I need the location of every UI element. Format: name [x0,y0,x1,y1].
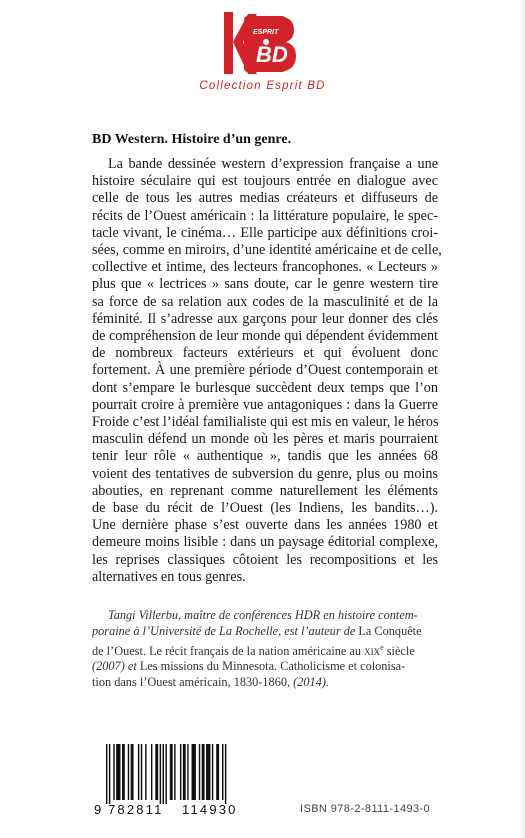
blurb-line: fortement. À une première période d’Ouest contemporain et [92,362,438,379]
barcode-bar [122,744,125,800]
blurb-line: voient des tentatives de subversion du genre, plus ou moins [92,465,438,482]
barcode-bar [222,744,223,800]
barcode-bar [192,744,196,800]
author-line [92,659,438,675]
blurb-line: pourrait croire à première vue antagoniques : dans la Guerre [92,396,438,413]
barcode [94,744,266,820]
blurb-line: tacle vivant, le cinéma… Elle participe aux définitions croi- [92,224,438,241]
barcode-bar [106,744,107,804]
author-segment: et [127,659,140,674]
barcode-bar [187,744,188,800]
esprit-bd-logo [222,12,298,76]
barcode-bar [170,744,173,800]
barcode-bar [202,744,205,800]
blurb-line: Froide c’est l’idéal familialiste qui est mis en valeur, le héros [92,414,439,431]
isbn-number: ISBN 978-2-8111-1493-0 [300,803,431,815]
barcode-bar [199,744,200,800]
barcode-bar [131,744,134,800]
author-line [92,608,438,624]
blurb-line: de nombreux facteurs extérieurs et qui évoluent donc [92,345,438,362]
author-bio [92,608,438,691]
blurb-line: histoire séculaire qui est toujours entrée en dialogue avec [92,173,438,190]
logo-main-text: BD [256,42,288,67]
blurb-line: dont s’empare le burlesque succèdent deux temps que l’on [92,379,438,396]
barcode-bar [141,744,142,800]
barcode-digits-left: 782811 [108,802,164,817]
author-segment: de l’Ouest. Le récit français de la nation américaine au [92,643,365,658]
barcode-digit-prefix: 9 [94,802,104,817]
author-segment: tion dans l’Ouest américain, 1830-1860, [92,675,294,690]
barcode-bar [212,744,213,800]
blurb-line: sa force de sa relation aux codes de la masculinité et de la [92,293,438,310]
barcode-bar [128,744,129,800]
kbd-logo-icon [222,12,298,76]
author-segment: (2007) [92,659,128,674]
logo-small-text: ESPRIT [253,29,279,36]
barcode-bar [151,744,152,800]
page-edge [519,0,525,838]
blurb-line: récits de l’Ouest américain : la littérature populaire, le spec- [92,207,438,224]
blurb-line: Une dernière phase s’est ouverte dans les années 1980 et [92,517,438,534]
barcode-bar [145,744,146,800]
blurb-line: alternatives en tous genres. [92,568,246,585]
blurb-line: féminité. Il s’adresse aux garçons pour leur donner des clés [92,310,438,327]
barcode-bar [163,744,164,804]
author-segment: La Conquête [358,623,422,638]
author-segment: e [380,642,384,652]
blurb-line: La bande dessinée western d’expression française a une [108,156,438,172]
barcode-bar [174,744,175,800]
author-line [92,624,438,640]
blurb-line: tenir leur rôle « authentique », tandis que les années 68 [92,448,438,465]
barcode-digits-right: 114930 [182,802,238,817]
author-segment: Tangi Villerbu, maître de conférences HDR en histoire contem- [108,608,418,622]
author-line [92,675,438,691]
blurb-line: demeure moins lisible : dans un paysage éditorial complexe, [92,534,438,551]
author-segment: poraine à l’Université de La Rochelle, est l’auteur de [92,623,359,638]
blurb-line: plus que « lectrices » sans doute, car le genre western tire [92,276,438,293]
blurb-line: celle de tous les autres medias créateurs et diffuseurs de [92,190,438,207]
blurb-line: de compréhension de leur monde qui dépendent évidemment [92,328,438,345]
barcode-bar [165,744,166,804]
blurb-line: masculin défend un monde où les pères et maris pourraient [92,431,438,448]
author-segment: xix [364,643,381,658]
barcode-bar [160,744,161,804]
author-line [92,640,438,660]
barcode-bar [138,744,139,800]
blurb-line: les reprises classiques côtoient les recompositions et les [92,551,438,568]
barcode-bar [113,744,114,800]
barcode-bar [206,744,210,800]
barcode-bar [116,744,120,800]
barcode-bar [180,744,181,800]
author-segment: Les missions du Minnesota. Catholicisme et colonisa- [139,659,406,674]
blurb-line: de base du récit de l’Ouest (les Indiens, les bandits…). [92,500,438,517]
barcode-bar [216,744,219,800]
blurb-line: abouties, en reprenant comme naturellement les éléments [92,482,438,499]
barcode-bar [225,744,226,804]
author-segment: (2014). [293,675,330,690]
author-segment: siècle [383,643,415,658]
barcode-bars [94,744,266,804]
barcode-bar [109,744,110,804]
collection-label: Collection Esprit BD [199,80,326,92]
blurb-line: collective et intime, des lecteurs francophones. « Lecteurs » [92,259,438,276]
blurb-text [92,156,442,586]
barcode-bar [155,744,158,800]
barcode-bar [183,744,186,800]
book-title: BD Western. Histoire d’un genre. [92,132,292,147]
blurb-line: sées, comme en miroirs, d’une identité américaine et de celle, [92,242,442,259]
